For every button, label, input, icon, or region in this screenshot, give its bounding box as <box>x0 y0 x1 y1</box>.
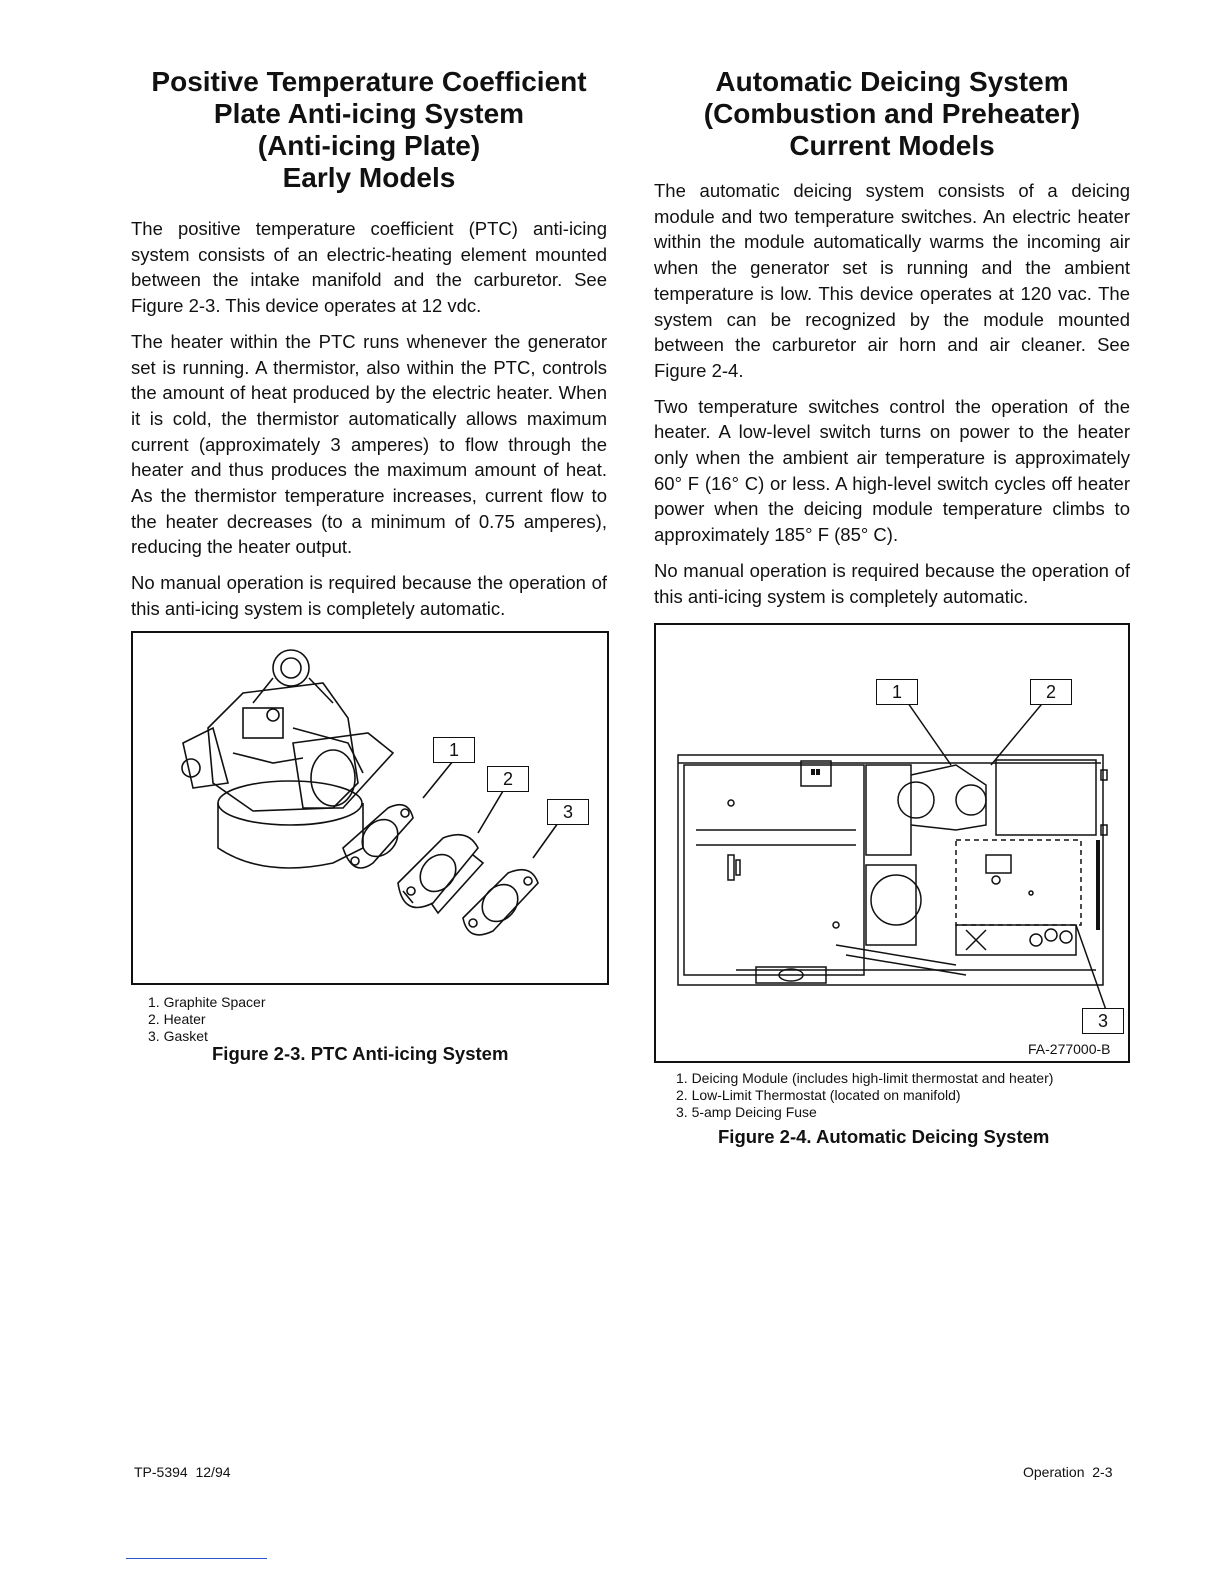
figure-2-3-frame <box>131 631 609 985</box>
left-heading: Positive Temperature Coefficient Plate Anti-icing System (Anti-icing Plate) Early Models <box>151 66 587 193</box>
footer-doc-id: TP-5394 12/94 <box>134 1464 231 1480</box>
left-column <box>131 66 607 632</box>
right-heading: Automatic Deicing System (Combustion and Preheater) Current Models <box>703 66 1081 161</box>
legend-item: 1. Deicing Module (includes high-limit thermostat and heater) <box>676 1070 1054 1086</box>
legend-item: 1. Graphite Spacer <box>148 994 266 1010</box>
figure-2-3-legend <box>148 994 266 1045</box>
figure-2-4-frame <box>654 623 1130 1063</box>
legend-item: 2. Low-Limit Thermostat (located on manifold) <box>676 1087 961 1103</box>
figure-2-4-callout-1: 1 <box>876 679 918 705</box>
carburetor-illustration <box>133 633 607 983</box>
legend-item: 3. Gasket <box>148 1028 208 1044</box>
figure-2-3-callout-3: 3 <box>547 799 589 825</box>
legend-item: 2. Heater <box>148 1011 206 1027</box>
figure-2-4-code: FA-277000-B <box>1028 1041 1111 1057</box>
right-paragraph-1: The automatic deicing system consists of a deicing module and two temperature switches. An electric heater within the module automatically warms the incoming air when the generator set is running and the ambient temperature is low. This device operates at 120 vac. The system can be recognized by the module mounted between the carburetor air horn and air cleaner. See Figure 2-4. <box>654 180 1130 381</box>
figure-2-3-caption: Figure 2-3. PTC Anti-icing System <box>212 1043 509 1064</box>
left-paragraph-3: No manual operation is required because the operation of this anti-icing system is completely automatic. <box>131 572 607 619</box>
figure-2-4-caption: Figure 2-4. Automatic Deicing System <box>718 1126 1050 1147</box>
bottom-rule <box>126 1558 267 1559</box>
right-paragraph-2: Two temperature switches control the operation of the heater. A low-level switch turns on power to the heater only when the ambient air temperature is approximately 60° F (16° C) or less. A high-level switch cycles off heater power when the deicing module temperature climbs to approximately 185° F (85° C). <box>654 395 1130 546</box>
figure-2-4-legend <box>676 1070 1053 1121</box>
figure-2-3-callout-2: 2 <box>487 766 529 792</box>
figure-2-4-callout-2: 2 <box>1030 679 1072 705</box>
footer-page-number: Operation 2-3 <box>1023 1464 1113 1480</box>
figure-2-3-callout-1: 1 <box>433 737 475 763</box>
left-paragraph-1: The positive temperature coefficient (PTC) anti-icing system consists of an electric-heating element mounted between the intake manifold and the carburetor. See Figure 2-3. This device operates at 12 vdc. <box>131 218 607 317</box>
figure-2-4-callout-3: 3 <box>1082 1008 1124 1034</box>
right-paragraph-3: No manual operation is required because the operation of this anti-icing system is completely automatic. <box>654 559 1130 607</box>
right-column <box>654 66 1130 619</box>
left-paragraph-2: The heater within the PTC runs whenever the generator set is running. A thermistor, also within the PTC, controls the amount of heat produced by the electric heater. When it is cold, the thermistor automatically allows maximum current (approximately 3 amperes) to flow through the heater and thus produces the maximum amount of heat. As the thermistor temperature increases, current flow to the heater decreases (to a minimum of 0.75 amperes), reducing the heater output. <box>131 330 607 558</box>
legend-item: 3. 5-amp Deicing Fuse <box>676 1104 817 1120</box>
